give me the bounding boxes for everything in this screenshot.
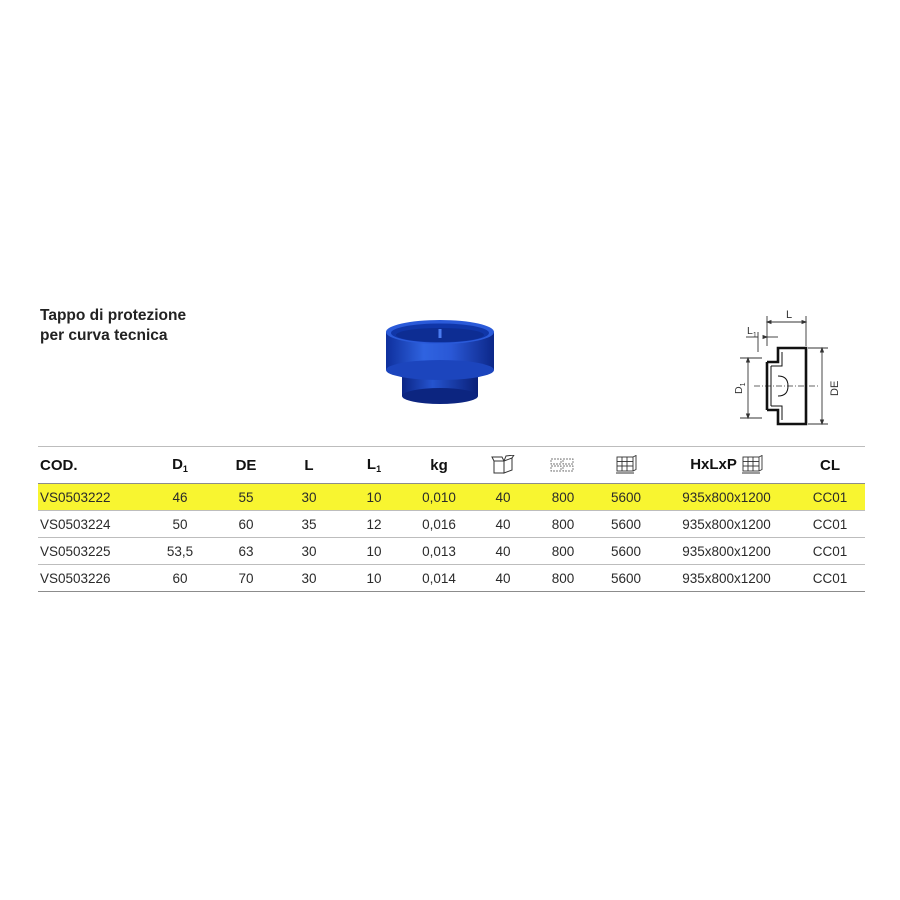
cell-l: 35 [274,511,344,538]
cell-l1: 10 [344,565,404,592]
cell-l1: 10 [344,484,404,511]
box-icon [491,455,515,475]
cell-box: 40 [474,484,532,511]
cell-l1: 12 [344,511,404,538]
header-de: DE [218,447,274,484]
cell-pallet: 5600 [594,538,658,565]
cell-l: 30 [274,538,344,565]
cell-cl: CC01 [795,511,865,538]
cell-layer: 800 [532,484,594,511]
cell-d1: 50 [142,511,218,538]
header-layer [532,447,594,484]
cell-box: 40 [474,511,532,538]
cell-cod: VS0503226 [38,565,142,592]
cell-cod: VS0503222 [38,484,142,511]
product-title-line1: Tappo di protezione [40,307,187,324]
pallet-icon [615,455,637,475]
cell-hlp: 935x800x1200 [658,484,795,511]
blue-pipe-cap-image [380,318,500,410]
table-row [38,511,865,538]
cell-de: 70 [218,565,274,592]
cell-cod: VS0503224 [38,511,142,538]
header-kg: kg [404,447,474,484]
layer-icon [549,456,577,474]
dim-label-D1: $D_1$ [733,382,747,394]
header-box [474,447,532,484]
cell-layer: 800 [532,538,594,565]
cell-de: 55 [218,484,274,511]
cell-pallet: 5600 [594,565,658,592]
cell-kg: 0,010 [404,484,474,511]
cell-l1: 10 [344,538,404,565]
technical-drawing [726,306,866,434]
cell-cod: VS0503225 [38,538,142,565]
cell-box: 40 [474,538,532,565]
cell-d1: 53,5 [142,538,218,565]
dim-label-L: L [786,309,793,321]
cell-de: 60 [218,511,274,538]
header-d1: $D_1$ [142,447,218,484]
table-header-row [38,447,865,484]
cell-pallet: 5600 [594,484,658,511]
cell-kg: 0,013 [404,538,474,565]
product-title-line2: per curva tecnica [40,327,168,344]
spec-table [38,446,865,592]
cell-pallet: 5600 [594,511,658,538]
cell-l: 30 [274,484,344,511]
header-l: L [274,447,344,484]
cell-d1: 60 [142,565,218,592]
cell-box: 40 [474,565,532,592]
table-row [38,538,865,565]
cell-cl: CC01 [795,565,865,592]
cell-kg: 0,016 [404,511,474,538]
cell-hlp: 935x800x1200 [658,565,795,592]
cell-kg: 0,014 [404,565,474,592]
table-row [38,484,865,511]
pallet-icon [741,455,763,475]
cell-layer: 800 [532,511,594,538]
product-title [40,306,186,346]
header-hlp: HxLxP [658,447,795,484]
dim-label-L1: $L_1$ [747,325,757,339]
header-pallet [594,447,658,484]
header-l1: $L_1$ [344,447,404,484]
header-cod: COD. [38,447,142,484]
cell-hlp: 935x800x1200 [658,511,795,538]
cell-d1: 46 [142,484,218,511]
cell-hlp: 935x800x1200 [658,538,795,565]
cell-layer: 800 [532,565,594,592]
cell-cl: CC01 [795,538,865,565]
cell-l: 30 [274,565,344,592]
table-row [38,565,865,592]
cell-cl: CC01 [795,484,865,511]
cell-de: 63 [218,538,274,565]
header-cl: CL [795,447,865,484]
dim-label-DE: DE [829,380,841,396]
